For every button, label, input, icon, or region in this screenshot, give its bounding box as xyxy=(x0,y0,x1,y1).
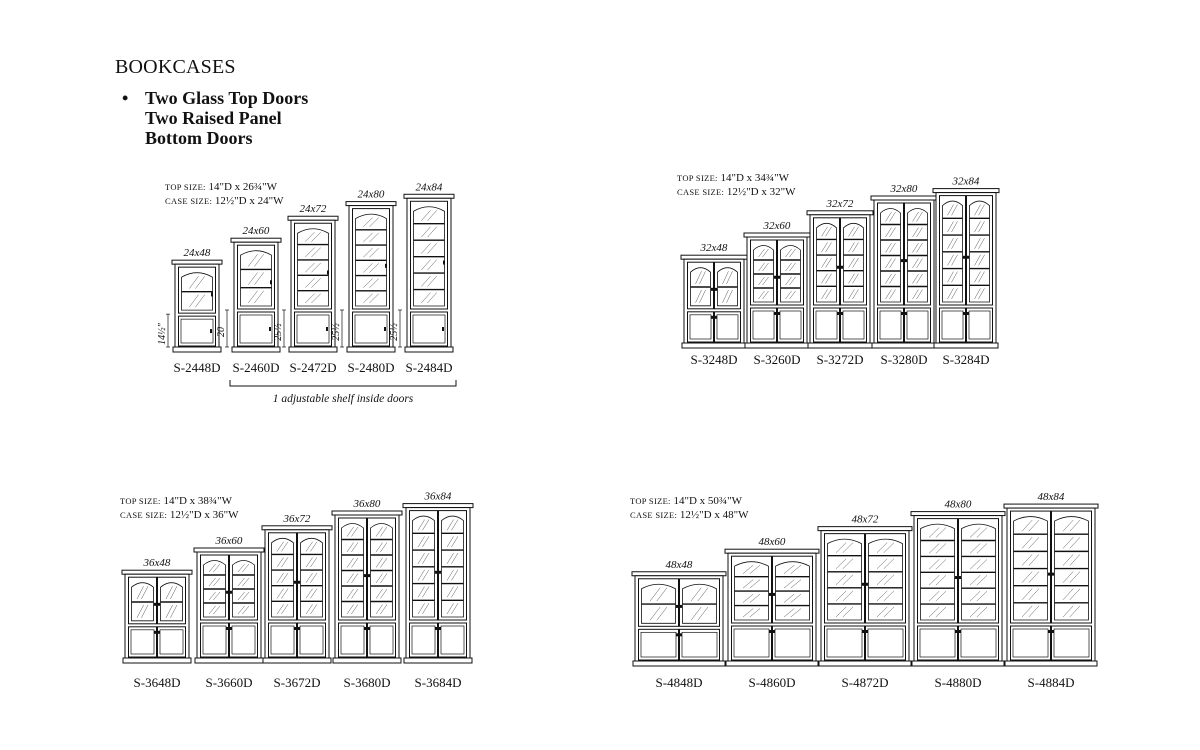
top-size-value: 14"D x 50¾"W xyxy=(673,495,743,507)
model-number: S-3648D xyxy=(133,675,181,690)
size-label: 24x80 xyxy=(357,188,385,201)
size-label: 36x72 xyxy=(283,512,311,525)
bookcase-drawing xyxy=(216,225,281,375)
size-label: 36x84 xyxy=(424,490,452,503)
size-label: 24x60 xyxy=(242,225,270,238)
bookcase-drawing xyxy=(681,242,747,367)
model-number: S-4880D xyxy=(934,675,982,690)
bookcase-drawing xyxy=(744,220,810,367)
bookcase-drawing xyxy=(331,189,396,375)
bookcase-drawing xyxy=(389,181,454,375)
case-size-label: CASE SIZE: xyxy=(677,187,725,197)
model-number: S-3684D xyxy=(414,675,462,690)
model-number: S-2448D xyxy=(173,360,221,375)
size-label: 36x48 xyxy=(143,557,171,570)
bullet-line-2: Two Raised Panel xyxy=(145,108,282,128)
model-number: S-3272D xyxy=(816,352,864,367)
bullet-line-3: Bottom Doors xyxy=(145,128,253,148)
model-number: S-3248D xyxy=(690,352,738,367)
size-label: 32x80 xyxy=(890,183,918,195)
bookcase-drawing xyxy=(273,203,338,375)
note-bracket xyxy=(230,380,456,386)
bookcase-drawing xyxy=(262,513,332,690)
model-number: S-2480D xyxy=(347,360,395,375)
case-size-value: 12½"D x 36"W xyxy=(169,509,239,521)
size-label: 32x48 xyxy=(700,242,728,255)
lower-dimension-label: 25½ xyxy=(331,323,342,341)
case-size-label: CASE SIZE: xyxy=(165,196,213,206)
bookcase-drawing xyxy=(911,499,1005,690)
lower-dimension-label: 20 xyxy=(216,327,227,337)
bookcase-drawing xyxy=(157,247,222,375)
bookcase-drawing xyxy=(332,498,402,690)
case-size-label: CASE SIZE: xyxy=(120,510,168,520)
lower-dimension-label: 14½" xyxy=(157,323,168,345)
model-number: S-4884D xyxy=(1027,675,1075,690)
size-label: 36x80 xyxy=(353,498,381,510)
model-number: S-4872D xyxy=(841,675,889,690)
bookcase-drawing xyxy=(818,514,912,690)
bookcase-drawing xyxy=(632,559,726,690)
model-number: S-3284D xyxy=(942,352,990,367)
top-size-label: TOP SIZE: xyxy=(677,173,718,183)
size-label: 24x48 xyxy=(183,247,211,260)
model-number: S-2472D xyxy=(289,360,337,375)
size-label: 36x60 xyxy=(215,535,243,547)
bookcase-drawing xyxy=(871,183,937,367)
size-label: 48x72 xyxy=(851,513,879,526)
size-label: 32x72 xyxy=(826,197,854,210)
bookcase-drawing xyxy=(1004,491,1098,690)
bookcase-drawing xyxy=(122,557,192,690)
size-label: 48x80 xyxy=(944,498,972,511)
case-size-value: 12½"D x 32"W xyxy=(726,186,796,198)
bullet-line-1: Two Glass Top Doors xyxy=(145,88,309,108)
lower-dimension-label: 25½ xyxy=(273,323,284,341)
case-size-value: 12½"D x 24"W xyxy=(214,195,284,207)
bookcase-drawing xyxy=(194,535,264,690)
size-label: 48x60 xyxy=(758,536,786,549)
top-size-label: TOP SIZE: xyxy=(165,182,206,192)
model-number: S-4848D xyxy=(655,675,703,690)
model-number: S-2484D xyxy=(405,360,453,375)
lower-dimension-label: 25½ xyxy=(389,323,400,341)
bookcase-drawing xyxy=(807,198,873,367)
cabinet-group-32 xyxy=(681,176,999,367)
cabinet-group-24 xyxy=(157,181,456,405)
size-label: 32x60 xyxy=(763,220,791,232)
model-number: S-3280D xyxy=(880,352,928,367)
size-label: 48x84 xyxy=(1037,491,1065,504)
page-title: BOOKCASES xyxy=(115,56,236,78)
size-label: 24x72 xyxy=(299,203,327,216)
cabinet-group-36 xyxy=(122,491,473,690)
bookcase-drawing xyxy=(403,491,473,690)
cabinet-group-48 xyxy=(632,491,1098,690)
top-size-value: 14"D x 26¾"W xyxy=(208,181,278,193)
shelf-note: 1 adjustable shelf inside doors xyxy=(272,393,414,405)
size-label: 24x84 xyxy=(415,181,443,194)
bookcase-drawing xyxy=(725,536,819,690)
bullet-dot: • xyxy=(122,88,129,108)
model-number: S-3672D xyxy=(273,675,321,690)
case-size-value: 12½"D x 48"W xyxy=(679,509,749,521)
model-number: S-3680D xyxy=(343,675,391,690)
top-size-label: TOP SIZE: xyxy=(630,496,671,506)
size-label: 48x48 xyxy=(665,558,693,571)
model-number: S-3260D xyxy=(753,352,801,367)
model-number: S-2460D xyxy=(232,360,280,375)
model-number: S-3660D xyxy=(205,675,253,690)
case-size-label: CASE SIZE: xyxy=(630,510,678,520)
bookcase-drawing xyxy=(933,176,999,367)
top-size-value: 14"D x 34¾"W xyxy=(720,172,790,184)
top-size-value: 14"D x 38¾"W xyxy=(163,495,233,507)
top-size-label: TOP SIZE: xyxy=(120,496,161,506)
model-number: S-4860D xyxy=(748,675,796,690)
size-label: 32x84 xyxy=(952,175,980,188)
